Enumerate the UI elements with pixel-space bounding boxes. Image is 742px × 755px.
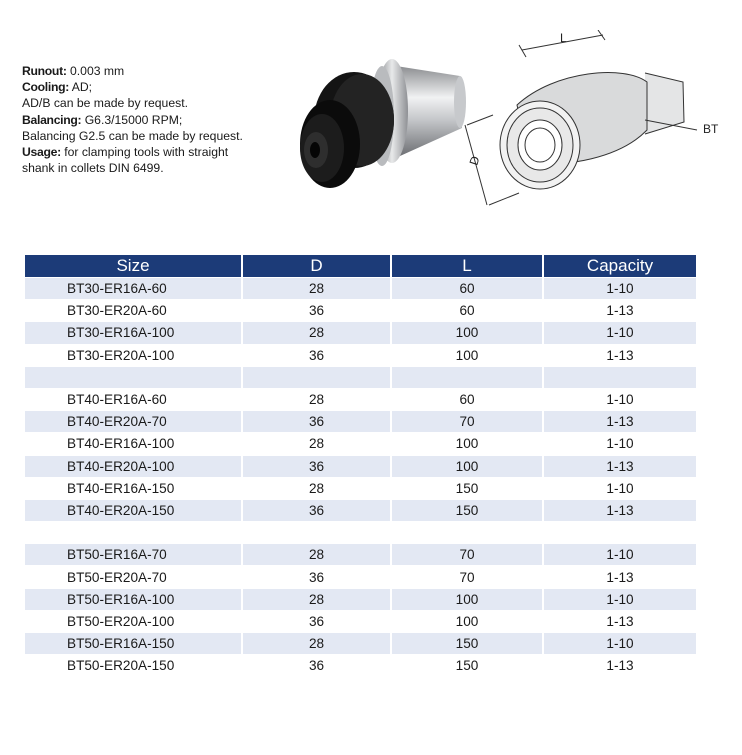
cell-d: 36	[243, 411, 390, 432]
cell-size: BT30-ER16A-60	[25, 278, 241, 299]
cell-capacity: 1-13	[606, 658, 634, 674]
sizes-table	[23, 254, 698, 677]
cell-size: BT40-ER16A-100	[67, 436, 175, 452]
table-row	[25, 544, 696, 565]
table-row	[25, 589, 696, 610]
cell-d: 28	[308, 436, 325, 452]
cell-capacity: 1-10	[544, 633, 696, 654]
cell-capacity	[544, 522, 696, 543]
dim-d-label: D	[466, 154, 483, 167]
cell-capacity	[544, 367, 696, 388]
spec-cooling: Cooling: AD;	[22, 80, 93, 95]
cell-capacity: 1-10	[606, 436, 634, 452]
cell-d	[243, 367, 390, 388]
cell-capacity: 1-13	[606, 347, 634, 363]
table-header-row	[25, 255, 696, 277]
cell-capacity: 1-13	[544, 500, 696, 521]
cell-size: BT50-ER20A-100	[67, 613, 175, 629]
cell-l: 100	[455, 347, 479, 363]
cell-capacity: 1-10	[544, 322, 696, 343]
spec-usage: Usage: for clamping tools with straight	[22, 145, 229, 160]
table-row	[25, 278, 696, 299]
table-row-spacer	[25, 367, 696, 388]
cell-d: 28	[243, 278, 390, 299]
table-row	[25, 433, 696, 454]
cell-l: 100	[455, 613, 479, 629]
cell-d: 28	[308, 480, 325, 496]
cell-capacity: 1-10	[544, 544, 696, 565]
spec-cooling-note: AD/B can be made by request.	[22, 96, 188, 111]
table-row	[25, 478, 696, 499]
cell-capacity: 1-10	[606, 392, 634, 408]
cell-capacity: 1-13	[606, 613, 634, 629]
cell-size: BT40-ER20A-100	[25, 456, 241, 477]
cell-l: 70	[392, 411, 542, 432]
table-row	[25, 411, 696, 432]
cell-size: BT30-ER20A-100	[67, 347, 175, 363]
cell-d: 36	[308, 613, 325, 629]
cell-d: 36	[308, 303, 325, 319]
technical-drawing	[455, 30, 730, 215]
cell-l: 100	[392, 589, 542, 610]
cell-d: 28	[243, 544, 390, 565]
table-row-spacer	[25, 522, 696, 543]
cell-size: BT50-ER20A-70	[67, 569, 167, 585]
table-row	[25, 500, 696, 521]
cell-d: 28	[308, 392, 325, 408]
cell-size	[25, 522, 241, 543]
spec-balancing-note: Balancing G2.5 can be made by request.	[22, 128, 243, 143]
cell-size: BT40-ER16A-60	[67, 392, 167, 408]
cell-l: 150	[455, 480, 479, 496]
tool-holder-photo	[292, 38, 478, 208]
cell-size: BT50-ER16A-70	[25, 544, 241, 565]
cell-size: BT30-ER16A-100	[25, 322, 241, 343]
spec-usage-cont: shank in collets DIN 6499.	[22, 161, 164, 176]
cell-l: 150	[455, 658, 479, 674]
cell-d: 36	[308, 658, 325, 674]
cell-size: BT50-ER16A-100	[25, 589, 241, 610]
cell-capacity: 1-13	[606, 303, 634, 319]
table-row	[25, 322, 696, 343]
header-d: D	[243, 255, 390, 277]
cell-d: 36	[243, 500, 390, 521]
cell-l: 150	[392, 500, 542, 521]
table-row	[25, 566, 696, 587]
specifications-block	[22, 63, 282, 176]
cell-d: 36	[308, 347, 325, 363]
header-size: Size	[25, 255, 241, 277]
cell-capacity: 1-13	[606, 569, 634, 585]
cell-l: 60	[392, 278, 542, 299]
cell-size: BT40-ER20A-150	[25, 500, 241, 521]
cell-capacity: 1-10	[606, 480, 634, 496]
spec-balancing: Balancing: G6.3/15000 RPM;	[22, 112, 183, 127]
spec-runout: Runout: 0.003 mm	[22, 64, 125, 78]
header-capacity: Capacity	[544, 255, 696, 277]
cell-size: BT50-ER20A-150	[67, 658, 175, 674]
cell-size: BT50-ER16A-150	[25, 633, 241, 654]
cell-d: 28	[243, 633, 390, 654]
cell-d: 28	[243, 589, 390, 610]
cell-size: BT40-ER20A-70	[25, 411, 241, 432]
cell-d: 36	[308, 569, 325, 585]
header-l: L	[392, 255, 542, 277]
cell-l: 70	[459, 569, 475, 585]
cell-l: 100	[392, 322, 542, 343]
table-row	[25, 633, 696, 654]
cell-l: 60	[459, 392, 475, 408]
cell-size: BT30-ER20A-60	[67, 303, 167, 319]
table-row	[25, 611, 696, 632]
table-row	[25, 345, 696, 366]
cell-d	[243, 522, 390, 543]
cell-l: 150	[392, 633, 542, 654]
dim-l-label: L	[560, 31, 567, 45]
cell-l: 70	[392, 544, 542, 565]
table-row	[25, 456, 696, 477]
cell-capacity: 1-10	[544, 278, 696, 299]
table-row	[25, 300, 696, 321]
taper-label: BT	[703, 122, 719, 136]
cell-l: 60	[459, 303, 475, 319]
cell-d: 28	[243, 322, 390, 343]
cell-d: 36	[243, 456, 390, 477]
table-row	[25, 655, 696, 676]
cell-l: 100	[392, 456, 542, 477]
cell-size	[25, 367, 241, 388]
cell-size: BT40-ER16A-150	[67, 480, 175, 496]
cell-capacity: 1-13	[544, 456, 696, 477]
cell-capacity: 1-10	[544, 589, 696, 610]
cell-l	[392, 522, 542, 543]
cell-capacity: 1-13	[544, 411, 696, 432]
cell-l: 100	[455, 436, 479, 452]
table-row	[25, 389, 696, 410]
cell-l	[392, 367, 542, 388]
